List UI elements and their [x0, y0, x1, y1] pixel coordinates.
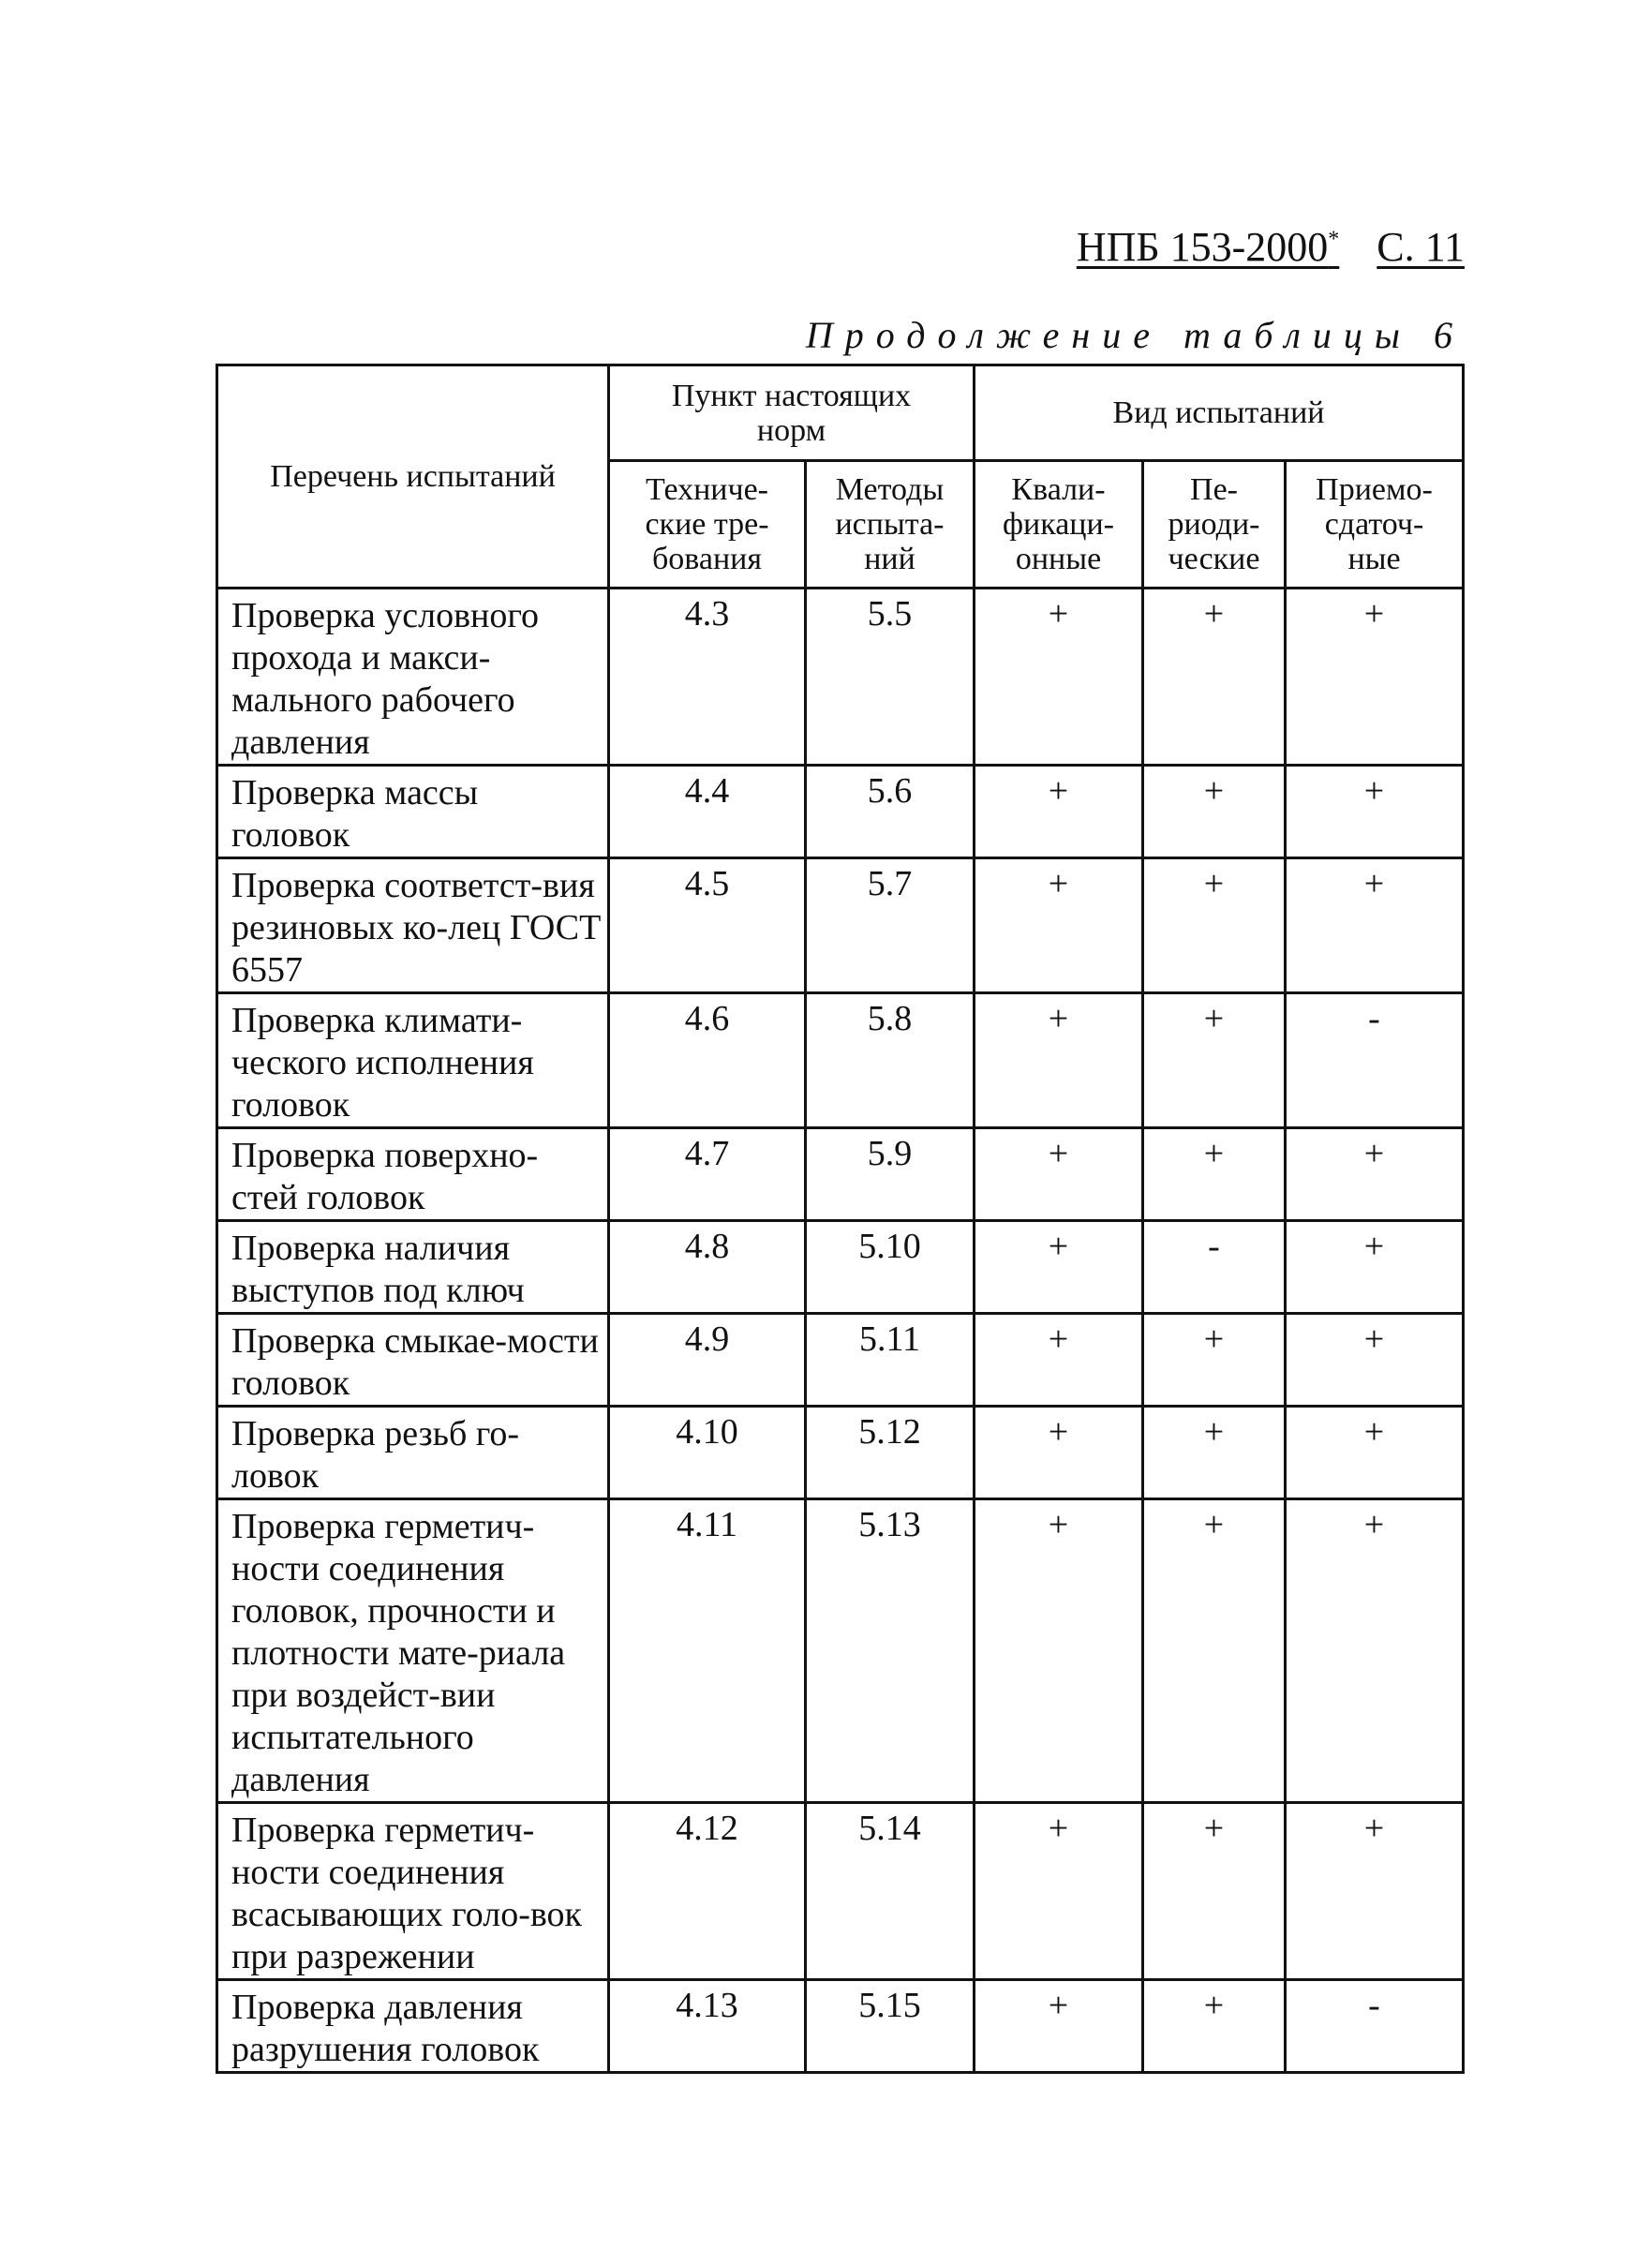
- table-caption: Продолжение таблицы 6: [805, 314, 1465, 356]
- acceptance-mark: +: [1286, 1128, 1464, 1221]
- header-tech-req-label: Техниче- ские тре- бования: [645, 472, 769, 576]
- tech-req-clause: 4.6: [609, 993, 806, 1128]
- test-name: Проверка наличия выступов под ключ: [217, 1221, 609, 1314]
- tech-req-clause: 4.3: [609, 589, 806, 766]
- table-row: [217, 766, 1464, 858]
- header-clause-group: Пункт настоящих норм: [609, 365, 975, 461]
- header-kind-group: Вид испытаний: [975, 365, 1464, 461]
- tech-req-clause: 4.9: [609, 1314, 806, 1407]
- qualification-mark: +: [975, 1407, 1143, 1499]
- table-row: [217, 1128, 1464, 1221]
- header-acceptance-label: Приемо- сдаточ- ные: [1316, 472, 1433, 576]
- qualification-mark: +: [975, 1128, 1143, 1221]
- test-name: Проверка поверхно-стей головок: [217, 1128, 609, 1221]
- method-clause: 5.5: [806, 589, 975, 766]
- periodic-mark: +: [1143, 1803, 1286, 1980]
- method-clause: 5.13: [806, 1499, 975, 1803]
- test-name: Проверка смыкае-мости головок: [217, 1314, 609, 1407]
- acceptance-mark: +: [1286, 858, 1464, 993]
- tests-table: [216, 364, 1465, 2074]
- method-clause: 5.12: [806, 1407, 975, 1499]
- qualification-mark: +: [975, 1221, 1143, 1314]
- method-clause: 5.10: [806, 1221, 975, 1314]
- tech-req-clause: 4.8: [609, 1221, 806, 1314]
- periodic-mark: +: [1143, 1128, 1286, 1221]
- header-tests-list: Перечень испытаний: [217, 365, 609, 589]
- method-clause: 5.14: [806, 1803, 975, 1980]
- qualification-mark: +: [975, 589, 1143, 766]
- method-clause: 5.9: [806, 1128, 975, 1221]
- table-header: [217, 365, 1464, 589]
- header-acceptance: [1286, 461, 1464, 589]
- table-row: [217, 1314, 1464, 1407]
- tech-req-clause: 4.11: [609, 1499, 806, 1803]
- header-qualification: [975, 461, 1143, 589]
- table-row: [217, 1980, 1464, 2073]
- method-clause: 5.7: [806, 858, 975, 993]
- table-row: [217, 1221, 1464, 1314]
- periodic-mark: -: [1143, 1221, 1286, 1314]
- tech-req-clause: 4.12: [609, 1803, 806, 1980]
- test-name: Проверка герметич-ности соединения всасывающих голо-вок при разрежении: [217, 1803, 609, 1980]
- table-row: [217, 1499, 1464, 1803]
- table-body: [217, 589, 1464, 2073]
- qualification-mark: +: [975, 993, 1143, 1128]
- page-header: [1077, 223, 1465, 271]
- acceptance-mark: +: [1286, 1221, 1464, 1314]
- qualification-mark: +: [975, 1980, 1143, 2073]
- test-name: Проверка массы головок: [217, 766, 609, 858]
- periodic-mark: +: [1143, 589, 1286, 766]
- acceptance-mark: +: [1286, 1499, 1464, 1803]
- header-tech-req: [609, 461, 806, 589]
- acceptance-mark: -: [1286, 993, 1464, 1128]
- method-clause: 5.11: [806, 1314, 975, 1407]
- method-clause: 5.6: [806, 766, 975, 858]
- acceptance-mark: -: [1286, 1980, 1464, 2073]
- test-name: Проверка условного прохода и макси-мального рабочего давления: [217, 589, 609, 766]
- test-name: Проверка герметич-ности соединения головок, прочности и плотности мате-риала при воздейст-вии испытательного давления: [217, 1499, 609, 1803]
- document-code-mark: *: [1328, 227, 1340, 252]
- tech-req-clause: 4.4: [609, 766, 806, 858]
- test-name: Проверка климати-ческого исполнения головок: [217, 993, 609, 1128]
- tech-req-clause: 4.5: [609, 858, 806, 993]
- qualification-mark: +: [975, 858, 1143, 993]
- periodic-mark: +: [1143, 1314, 1286, 1407]
- table-row: [217, 993, 1464, 1128]
- test-name: Проверка соответст-вия резиновых ко-лец ГОСТ 6557: [217, 858, 609, 993]
- qualification-mark: +: [975, 1803, 1143, 1980]
- header-qualification-label: Квали- фикаци- онные: [1002, 472, 1115, 576]
- tech-req-clause: 4.13: [609, 1980, 806, 2073]
- acceptance-mark: +: [1286, 1803, 1464, 1980]
- table-row: [217, 1803, 1464, 1980]
- test-name: Проверка давления разрушения головок: [217, 1980, 609, 2073]
- table-row: [217, 1407, 1464, 1499]
- method-clause: 5.8: [806, 993, 975, 1128]
- periodic-mark: +: [1143, 1407, 1286, 1499]
- periodic-mark: +: [1143, 993, 1286, 1128]
- periodic-mark: +: [1143, 1980, 1286, 2073]
- document-code: НПБ 153-2000: [1076, 224, 1329, 270]
- header-periodic-label: Пе- риоди- ческие: [1168, 472, 1260, 576]
- qualification-mark: +: [975, 766, 1143, 858]
- method-clause: 5.15: [806, 1980, 975, 2073]
- page-number: С. 11: [1377, 224, 1465, 270]
- qualification-mark: +: [975, 1499, 1143, 1803]
- tech-req-clause: 4.7: [609, 1128, 806, 1221]
- acceptance-mark: +: [1286, 1314, 1464, 1407]
- periodic-mark: +: [1143, 766, 1286, 858]
- header-methods: [806, 461, 975, 589]
- table-row: [217, 589, 1464, 766]
- table-row: [217, 858, 1464, 993]
- header-methods-label: Методы испыта- ний: [835, 472, 945, 576]
- test-name: Проверка резьб го-ловок: [217, 1407, 609, 1499]
- header-periodic: [1143, 461, 1286, 589]
- periodic-mark: +: [1143, 858, 1286, 993]
- periodic-mark: +: [1143, 1499, 1286, 1803]
- acceptance-mark: +: [1286, 589, 1464, 766]
- acceptance-mark: +: [1286, 766, 1464, 858]
- tech-req-clause: 4.10: [609, 1407, 806, 1499]
- acceptance-mark: +: [1286, 1407, 1464, 1499]
- qualification-mark: +: [975, 1314, 1143, 1407]
